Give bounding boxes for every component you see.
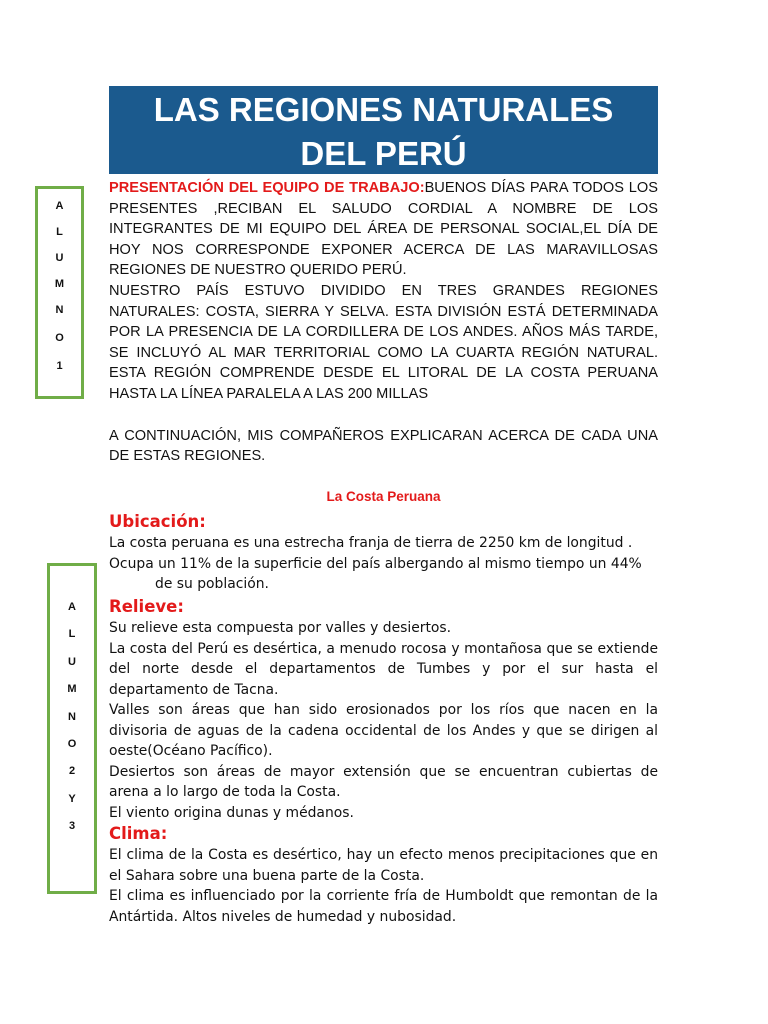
relieve-paragraph-2: La costa del Perú es desértica, a menudo rocosa y montañosa que se extiende del norte desde el departamentos de Tumbes y por el sur hasta el departamento de Tacna. [109,640,658,698]
heading-clima: Clima: [109,824,168,843]
box2-letter: O [67,738,77,750]
intro-paragraph-1-text: BUENOS DÍAS PARA TODOS LOS PRESENTES ,RECIBAN EL SALUDO CORDIAL A NOMBRE DE LOS INTEGRANTES DE MI EQUIPO DEL ÁREA DE PERSONAL SOCIAL,EL DÍA DE HOY NOS CORRESPONDE EXPONER ACERCA DE LAS MARAVILLOSAS REGIONES DE NUESTRO QUERIDO PERÚ. [109,180,658,279]
box2-letter: N [68,711,76,723]
ubicacion-line-1: La costa peruana es una estrecha franja de tierra de 2250 km de longitud . [109,535,633,551]
box2-letter: U [68,656,76,668]
box1-letter: L [56,226,63,238]
box1-letter: 1 [56,360,63,372]
box2-letter: M [67,683,77,695]
intro-text [109,178,658,467]
clima-text [109,845,658,927]
box2-letter: Y [68,793,76,805]
relieve-paragraph-1: Su relieve esta compuesta por valles y desiertos. [109,620,452,636]
heading-ubicacion: Ubicación: [109,512,206,531]
title-line-2: DEL PERÚ [300,135,467,172]
intro-paragraph-3: A CONTINUACIÓN, MIS COMPAÑEROS EXPLICARAN ACERCA DE CADA UNA DE ESTAS REGIONES. [109,427,658,465]
box2-letter: A [68,601,76,613]
box1-letter: N [55,304,64,316]
box1-letter: U [55,252,64,264]
clima-paragraph-1: El clima de la Costa es desértico, hay un efecto menos precipitaciones que en el Sahara sobre una buena parte de la Costa. [109,847,658,884]
ubicacion-line-2: Ocupa un 11% de la superficie del país albergando al mismo tiempo un 44% [109,555,642,572]
intro-paragraph-1 [109,178,658,281]
box2-letter: 3 [68,820,76,832]
box1-letter: M [54,278,65,290]
title-banner [109,86,658,174]
relieve-text [109,618,658,823]
heading-relieve: Relieve: [109,597,184,616]
intro-label: PRESENTACIÓN DEL EQUIPO DE TRABAJO: [109,180,425,196]
section-title: La Costa Peruana [326,489,441,504]
ubicacion-text [109,533,658,595]
relieve-paragraph-3: Valles son áreas que han sido erosionados por los ríos que nacen en la divisoria de aguas de la cadena occidental de los Andes y que se dirigen al oeste(Océano Pacífico). [109,702,658,759]
relieve-paragraph-4: Desiertos son áreas de mayor extensión que se encuentran cubiertas de arena a lo largo de toda la Costa. [109,763,658,800]
box2-letter: L [68,628,76,640]
box2-letter: 2 [68,765,76,777]
ubicacion-line-3: de su población. [155,576,269,592]
alumno-2-3-box [47,563,97,894]
relieve-paragraph-5: El viento origina dunas y médanos. [109,804,354,821]
box1-letter: O [55,332,64,344]
clima-paragraph-2: El clima es influenciado por la corriente fría de Humboldt que remontan de la Antártida. Altos niveles de humedad y nubosidad. [109,888,658,925]
intro-paragraph-2: NUESTRO PAÍS ESTUVO DIVIDIDO EN TRES GRANDES REGIONES NATURALES: COSTA, SIERRA Y SELVA. ESTA DIVISIÓN ESTÁ DETERMINADA POR LA PRESENCIA DE LA CORDILLERA DE LOS ANDES. AÑOS MÁS TARDE, SE INCLUYÓ AL MAR TERRITORIAL COMO LA CUARTA REGIÓN NATURAL. ESTA REGIÓN COMPRENDE DESDE EL LITORAL DE LA COSTA PERUANA HASTA LA LÍNEA PARALELA A LAS 200 MILLAS [109,282,658,402]
box1-letter: A [55,200,64,212]
title-line-1: LAS REGIONES NATURALES [153,91,614,128]
alumno-1-box [35,186,84,399]
